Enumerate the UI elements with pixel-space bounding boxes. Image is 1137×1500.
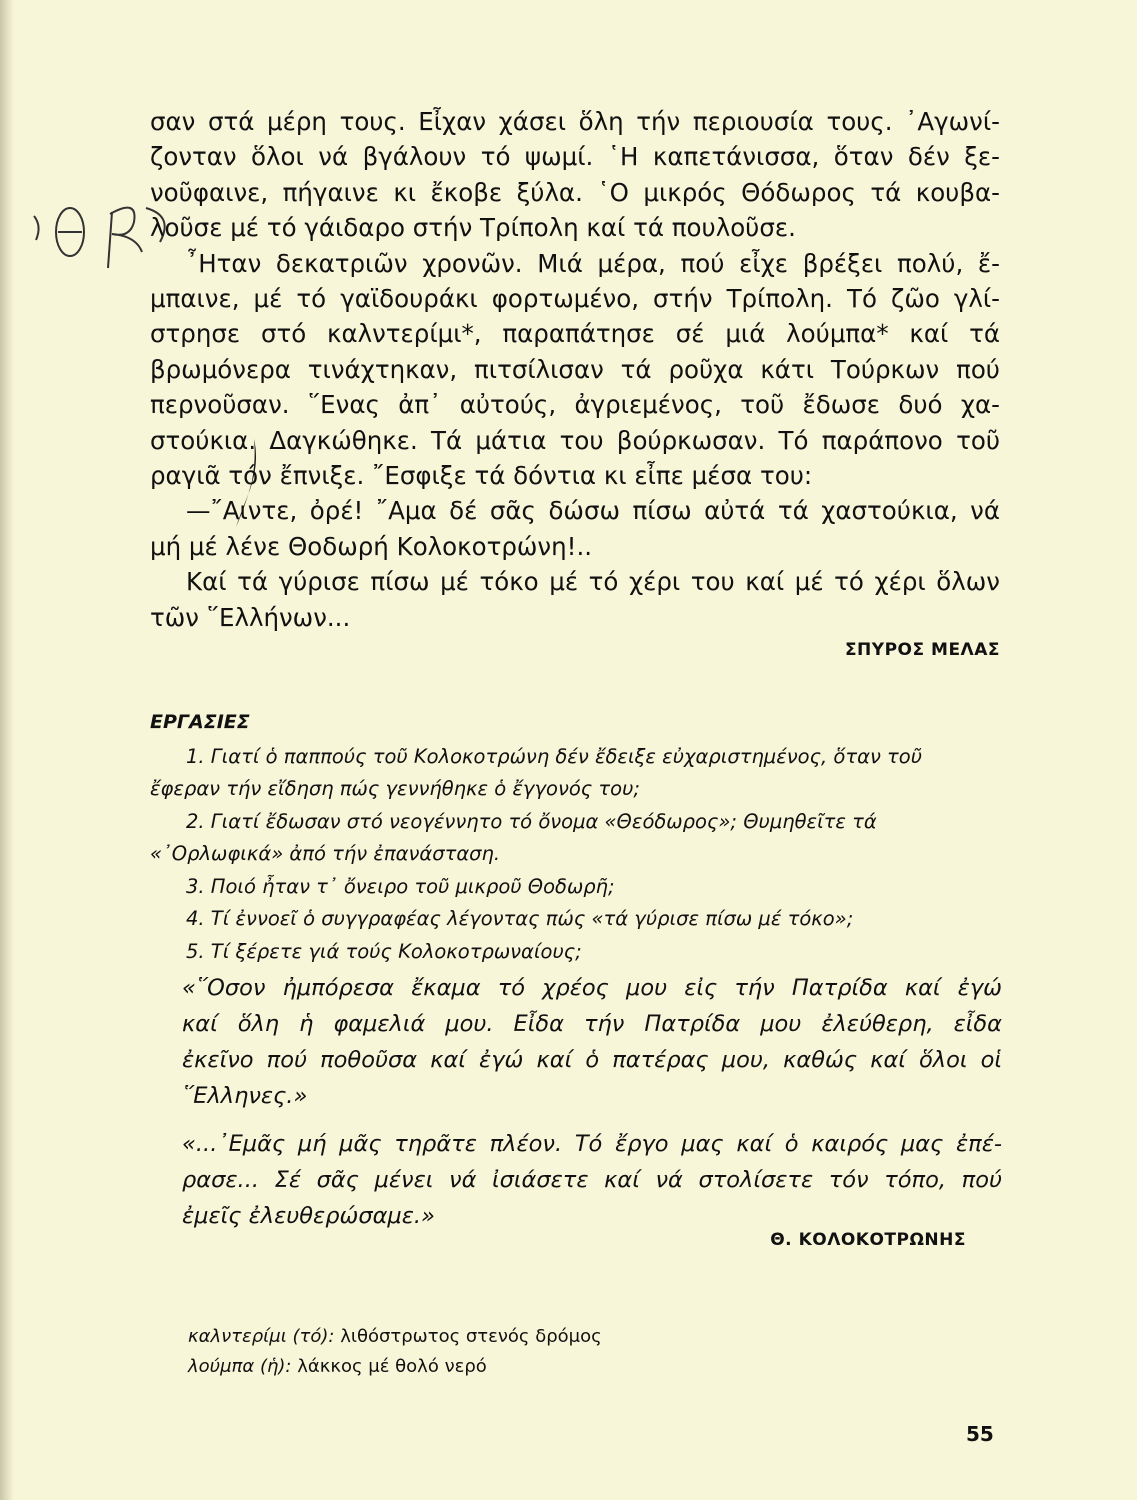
- quote-line: ρασε... Σέ σᾶς μένει νά ἰσιάσετε καί νά στολίσετε τόν τόπο, πού: [182, 1167, 1002, 1193]
- exercises-heading: ΕΡΓΑΣΙΕΣ: [150, 711, 250, 733]
- quote-line: ῞Ελληνες.»: [182, 1083, 308, 1109]
- exercise-line: 4. Τί ἐννοεῖ ὁ συγγραφέας λέγοντας πώς «τά γύρισε πίσω μέ τόκο»;: [186, 907, 854, 930]
- glossary-definition: λάκκος μέ θολό νερό: [297, 1356, 487, 1377]
- kolokotronis-quote-1: [182, 970, 1002, 1114]
- story-line: τῶν ῞Ελλήνων...: [150, 602, 351, 632]
- story-line: Καί τά γύρισε πίσω μέ τόκο μέ τό χέρι του καί μέ τό χέρι ὅλων: [186, 567, 1000, 597]
- story-line: μή μέ λένε Θοδωρή Κολοκοτρώνη!..: [150, 531, 593, 561]
- exercise-line: 1. Γιατί ὁ παππούς τοῦ Κολοκοτρώνη δέν ἔδειξε εὐχαριστημένος, ὅταν τοῦ: [186, 744, 922, 768]
- glossary: [188, 1322, 788, 1382]
- exercise-line: ἔφεραν τήν εἴδηση πώς γεννήθηκε ὁ ἔγγονός του;: [150, 777, 640, 800]
- story-line: βρωμόνερα τινάχτηκαν, πιτσίλισαν τά ροῦχα κάτι Τούρκων πού: [150, 354, 1000, 384]
- story-line: —῎Αιντε, ὀρέ! ῎Αμα δέ σᾶς δώσω πίσω αὐτά τά χαστούκια, νά: [186, 496, 1000, 526]
- story-line: σαν στά μέρη τους. Εἶχαν χάσει ὅλη τήν περιουσία τους. ᾿Αγωνί-: [150, 107, 1000, 136]
- kolokotronis-quote-2: [182, 1126, 1002, 1234]
- story-line: μπαινε, μέ τό γαϊδουράκι φορτωμένο, στήν Τρίπολη. Τό ζῶο γλί-: [150, 284, 1000, 314]
- glossary-entry: [188, 1322, 788, 1352]
- glossary-definition: λιθόστρωτος στενός δρόμος: [340, 1326, 602, 1347]
- story-line: λοῦσε μέ τό γάιδαρο στήν Τρίπολη καί τά πουλοῦσε.: [150, 213, 796, 243]
- story-line: στούκια. Δαγκώθηκε. Τά μάτια του βούρκωσαν. Τό παράπονο τοῦ: [150, 425, 1000, 455]
- story-line: στρησε στό καλντερίμι*, παραπάτησε σέ μιά λούμπα* καί τά: [150, 319, 1000, 349]
- quote-line: καί ὅλη ἡ φαμελιά μου. Εἶδα τήν Πατρίδα μου ἐλεύθερη, εἶδα: [182, 1011, 1002, 1037]
- page-number: 55: [966, 1422, 994, 1446]
- quote-line: «῞Οσον ἠμπόρεσα ἔκαμα τό χρέος μου εἰς τήν Πατρίδα καί ἐγώ: [182, 975, 1002, 1001]
- story-line: ζονταν ὅλοι νά βγάλουν τό ψωμί. ῾Η καπετάνισσα, ὅταν δέν ξε-: [150, 142, 1000, 172]
- story-author: ΣΠΥΡΟΣ ΜΕΛΑΣ: [844, 640, 1000, 660]
- story-line: περνοῦσαν. ῞Ενας ἀπ᾿ αὐτούς, ἀγριεμένος, τοῦ ἔδωσε δυό χα-: [150, 390, 1000, 420]
- quote-line: «...᾿Εμᾶς μή μᾶς τηρᾶτε πλέον. Τό ἔργο μας καί ὁ καιρός μας ἐπέ-: [182, 1131, 1002, 1157]
- glossary-term: καλντερίμι (τό):: [188, 1326, 335, 1347]
- exercise-line: 3. Ποιό ἦταν τ᾿ ὄνειρο τοῦ μικροῦ Θοδωρῆ;: [186, 874, 615, 898]
- glossary-entry: [188, 1352, 788, 1382]
- glossary-term: λούμπα (ἡ):: [188, 1356, 292, 1377]
- page-edge-shadow: [0, 0, 14, 1500]
- exercises-section: [150, 706, 1000, 968]
- story-line: νοῦφαινε, πήγαινε κι ἔκοβε ξύλα. ῾Ο μικρός Θόδωρος τά κουβα-: [150, 177, 1000, 207]
- quote-line: ἐμεῖς ἐλευθερώσαμε.»: [182, 1203, 435, 1229]
- quote-line: ἐκεῖνο πού ποθοῦσα καί ἐγώ καί ὁ πατέρας μου, καθώς καί ὅλοι οἱ: [182, 1047, 1002, 1073]
- story-line: ῏Ηταν δεκατριῶν χρονῶν. Μιά μέρα, πού εἶχε βρέξει πολύ, ἔ-: [186, 248, 1000, 278]
- story-text: [150, 104, 1000, 635]
- quote-author: Θ. ΚΟΛΟΚΟΤΡΩΝΗΣ: [770, 1230, 966, 1250]
- exercise-line: «᾿Ορλωφικά» ἀπό τήν ἐπανάσταση.: [150, 842, 501, 865]
- exercise-line: 5. Τί ξέρετε γιά τούς Κολοκοτρωναίους;: [186, 939, 582, 963]
- story-line: ραγιᾶ τόν ἔπνιξε. ῎Εσφιξε τά δόντια κι εἶπε μέσα του:: [150, 461, 813, 491]
- exercise-line: 2. Γιατί ἔδωσαν στό νεογέννητο τό ὄνομα «Θεόδωρος»; Θυμηθεῖτε τά: [186, 809, 877, 833]
